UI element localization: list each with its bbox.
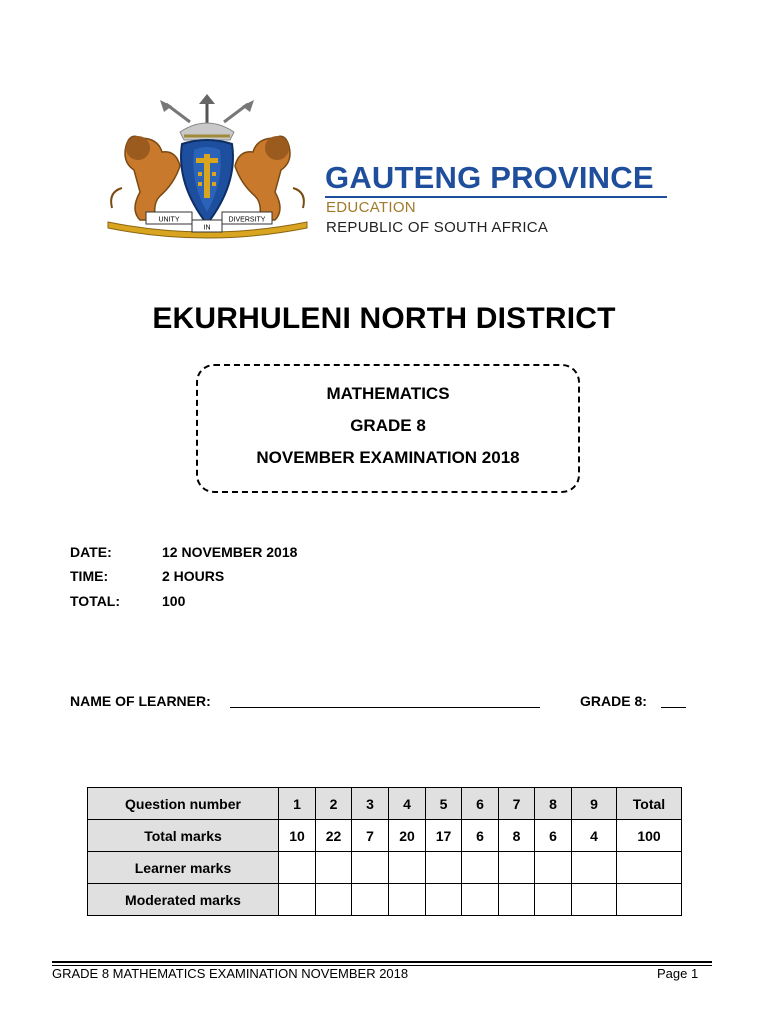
province-divider xyxy=(325,196,667,198)
table-cell[interactable] xyxy=(462,852,499,884)
table-cell[interactable] xyxy=(535,852,572,884)
footer-divider xyxy=(52,961,712,963)
table-cell: 4 xyxy=(572,820,617,852)
province-title: GAUTENG PROVINCE xyxy=(325,160,654,195)
row-label: Total marks xyxy=(88,820,279,852)
exam-subject: MATHEMATICS xyxy=(326,384,450,403)
country-name: REPUBLIC OF SOUTH AFRICA xyxy=(326,219,549,236)
table-cell[interactable] xyxy=(279,884,316,916)
learner-grade-field[interactable] xyxy=(661,707,686,708)
table-header-row xyxy=(88,788,682,820)
table-cell[interactable] xyxy=(352,884,389,916)
footer-title: GRADE 8 MATHEMATICS EXAMINATION NOVEMBER 2018 xyxy=(52,966,409,981)
table-row xyxy=(88,820,682,852)
table-cell[interactable] xyxy=(572,884,617,916)
table-cell: 6 xyxy=(462,820,499,852)
time-value: 2 HOURS xyxy=(162,568,225,584)
table-cell[interactable] xyxy=(499,852,535,884)
table-cell: 7 xyxy=(352,820,389,852)
header-cell: 8 xyxy=(535,788,572,820)
department-name: EDUCATION xyxy=(326,199,416,216)
table-cell[interactable] xyxy=(499,884,535,916)
table-cell[interactable] xyxy=(352,852,389,884)
table-cell: 17 xyxy=(426,820,462,852)
learner-grade-label: GRADE 8: xyxy=(580,693,647,709)
table-cell[interactable] xyxy=(617,884,682,916)
learner-name-label: NAME OF LEARNER: xyxy=(70,693,211,709)
table-cell[interactable] xyxy=(426,884,462,916)
header-cell: Question number xyxy=(88,788,279,820)
table-cell[interactable] xyxy=(316,852,352,884)
table-cell[interactable] xyxy=(389,852,426,884)
header-cell: Total xyxy=(617,788,682,820)
table-cell: 100 xyxy=(617,820,682,852)
table-cell[interactable] xyxy=(462,884,499,916)
table-cell[interactable] xyxy=(572,852,617,884)
header-cell: 9 xyxy=(572,788,617,820)
header-cell: 2 xyxy=(316,788,352,820)
table-cell: 8 xyxy=(499,820,535,852)
learner-name-field[interactable] xyxy=(230,707,540,708)
header-cell: 5 xyxy=(426,788,462,820)
motto-in: IN xyxy=(203,224,211,232)
table-cell: 10 xyxy=(279,820,316,852)
gauteng-coat-of-arms-logo xyxy=(100,92,315,242)
row-label: Learner marks xyxy=(88,852,279,884)
exam-title-box xyxy=(196,364,580,493)
page-number: Page 1 xyxy=(657,966,699,981)
header-cell: 4 xyxy=(389,788,426,820)
exam-grade: GRADE 8 xyxy=(350,416,426,435)
date-value: 12 NOVEMBER 2018 xyxy=(162,544,298,560)
total-value: 100 xyxy=(162,593,186,609)
table-cell[interactable] xyxy=(316,884,352,916)
exam-session: NOVEMBER EXAMINATION 2018 xyxy=(256,448,520,467)
table-cell[interactable] xyxy=(279,852,316,884)
header-cell: 7 xyxy=(499,788,535,820)
table-cell[interactable] xyxy=(535,884,572,916)
motto-unity: UNITY xyxy=(158,216,180,224)
district-title: EKURHULENI NORTH DISTRICT xyxy=(152,302,616,335)
table-cell[interactable] xyxy=(389,884,426,916)
row-label: Moderated marks xyxy=(88,884,279,916)
table-cell: 20 xyxy=(389,820,426,852)
total-label: TOTAL: xyxy=(70,593,121,609)
table-cell: 22 xyxy=(316,820,352,852)
table-cell[interactable] xyxy=(426,852,462,884)
time-label: TIME: xyxy=(70,568,109,584)
header-cell: 3 xyxy=(352,788,389,820)
table-cell: 6 xyxy=(535,820,572,852)
header-cell: 6 xyxy=(462,788,499,820)
table-row xyxy=(88,852,682,884)
marks-table xyxy=(87,787,682,916)
table-cell[interactable] xyxy=(617,852,682,884)
date-label: DATE: xyxy=(70,544,112,560)
motto-diversity: DIVERSITY xyxy=(228,216,266,224)
table-row xyxy=(88,884,682,916)
header-cell: 1 xyxy=(279,788,316,820)
